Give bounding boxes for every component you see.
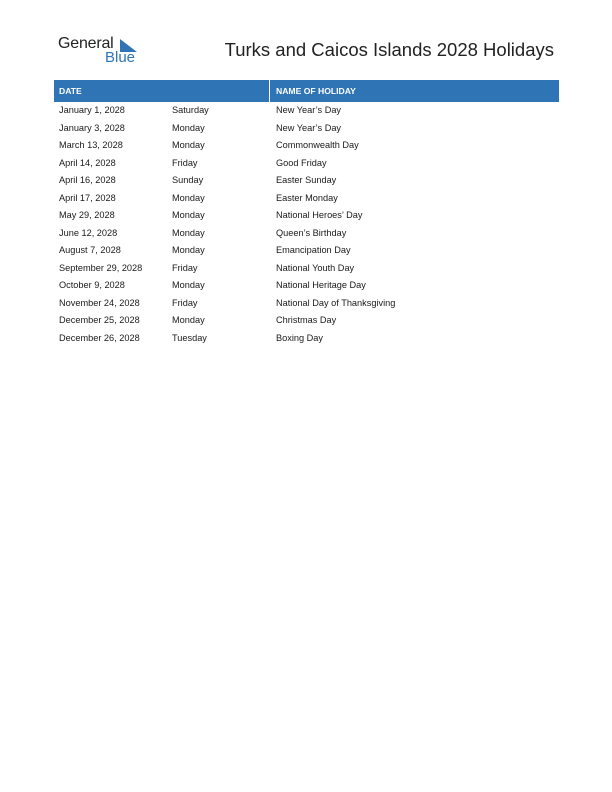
holiday-weekday: Monday [172,280,205,290]
table-row [54,277,559,295]
holiday-weekday: Monday [172,315,205,325]
holiday-date: June 12, 2028 [59,227,118,238]
holiday-date: January 3, 2028 [59,122,125,133]
holiday-weekday: Monday [172,122,205,133]
holiday-date: January 1, 2028 [59,105,125,115]
holiday-name: National Youth Day [276,262,355,273]
holiday-name: National Heritage Day [276,280,366,290]
table-row [54,242,559,260]
table-row [54,295,559,313]
holiday-weekday: Sunday [172,175,204,185]
generalblue-logo [58,34,148,70]
holiday-weekday: Monday [172,192,205,203]
holiday-weekday: Friday [172,157,198,168]
table-row [54,137,559,155]
table-body [54,102,559,347]
holiday-name: National Heroes’ Day [276,210,363,220]
holiday-date: November 24, 2028 [59,297,140,308]
table-row [54,260,559,278]
document-title: Turks and Caicos Islands 2028 Holidays [224,39,554,60]
holiday-name: Christmas Day [276,315,337,325]
holiday-date: April 14, 2028 [59,157,116,168]
table-row [54,225,559,243]
table-row [54,120,559,138]
holiday-name: Commonwealth Day [276,140,359,150]
holiday-date: August 7, 2028 [59,245,121,255]
holiday-name: Emancipation Day [276,245,351,255]
header-divider [269,80,270,102]
holiday-weekday: Monday [172,210,205,220]
holiday-weekday: Friday [172,262,198,273]
holiday-name: Easter Sunday [276,175,337,185]
table-header-row [54,80,559,102]
logo-text-general: General [58,35,114,52]
holiday-weekday: Tuesday [172,332,207,343]
holiday-date: March 13, 2028 [59,140,123,150]
table-row [54,102,559,120]
table-row [54,207,559,225]
column-header-date: DATE [59,86,82,96]
holiday-weekday: Friday [172,297,198,308]
holiday-weekday: Saturday [172,105,209,115]
holiday-name: New Year’s Day [276,122,342,133]
holiday-name: Queen’s Birthday [276,227,347,238]
table-row [54,330,559,348]
holiday-date: May 29, 2028 [59,210,115,220]
table-row [54,172,559,190]
logo-text-blue: Blue [105,49,136,66]
holiday-weekday: Monday [172,140,205,150]
holiday-weekday: Monday [172,245,205,255]
holiday-name: National Day of Thanksgiving [276,297,396,308]
holiday-name: Easter Monday [276,192,338,203]
holiday-table [54,80,559,347]
holiday-date: September 29, 2028 [59,262,143,273]
holiday-date: December 26, 2028 [59,332,140,343]
table-row [54,190,559,208]
holiday-date: December 25, 2028 [59,315,140,325]
holiday-date: October 9, 2028 [59,280,125,290]
table-row [54,312,559,330]
holiday-name: New Year’s Day [276,105,342,115]
holiday-date: April 16, 2028 [59,175,116,185]
holiday-name: Boxing Day [276,332,323,343]
holiday-date: April 17, 2028 [59,192,116,203]
column-header-holiday-name: NAME OF HOLIDAY [276,86,356,96]
holiday-weekday: Monday [172,227,205,238]
table-row [54,155,559,173]
holiday-name: Good Friday [276,157,327,168]
